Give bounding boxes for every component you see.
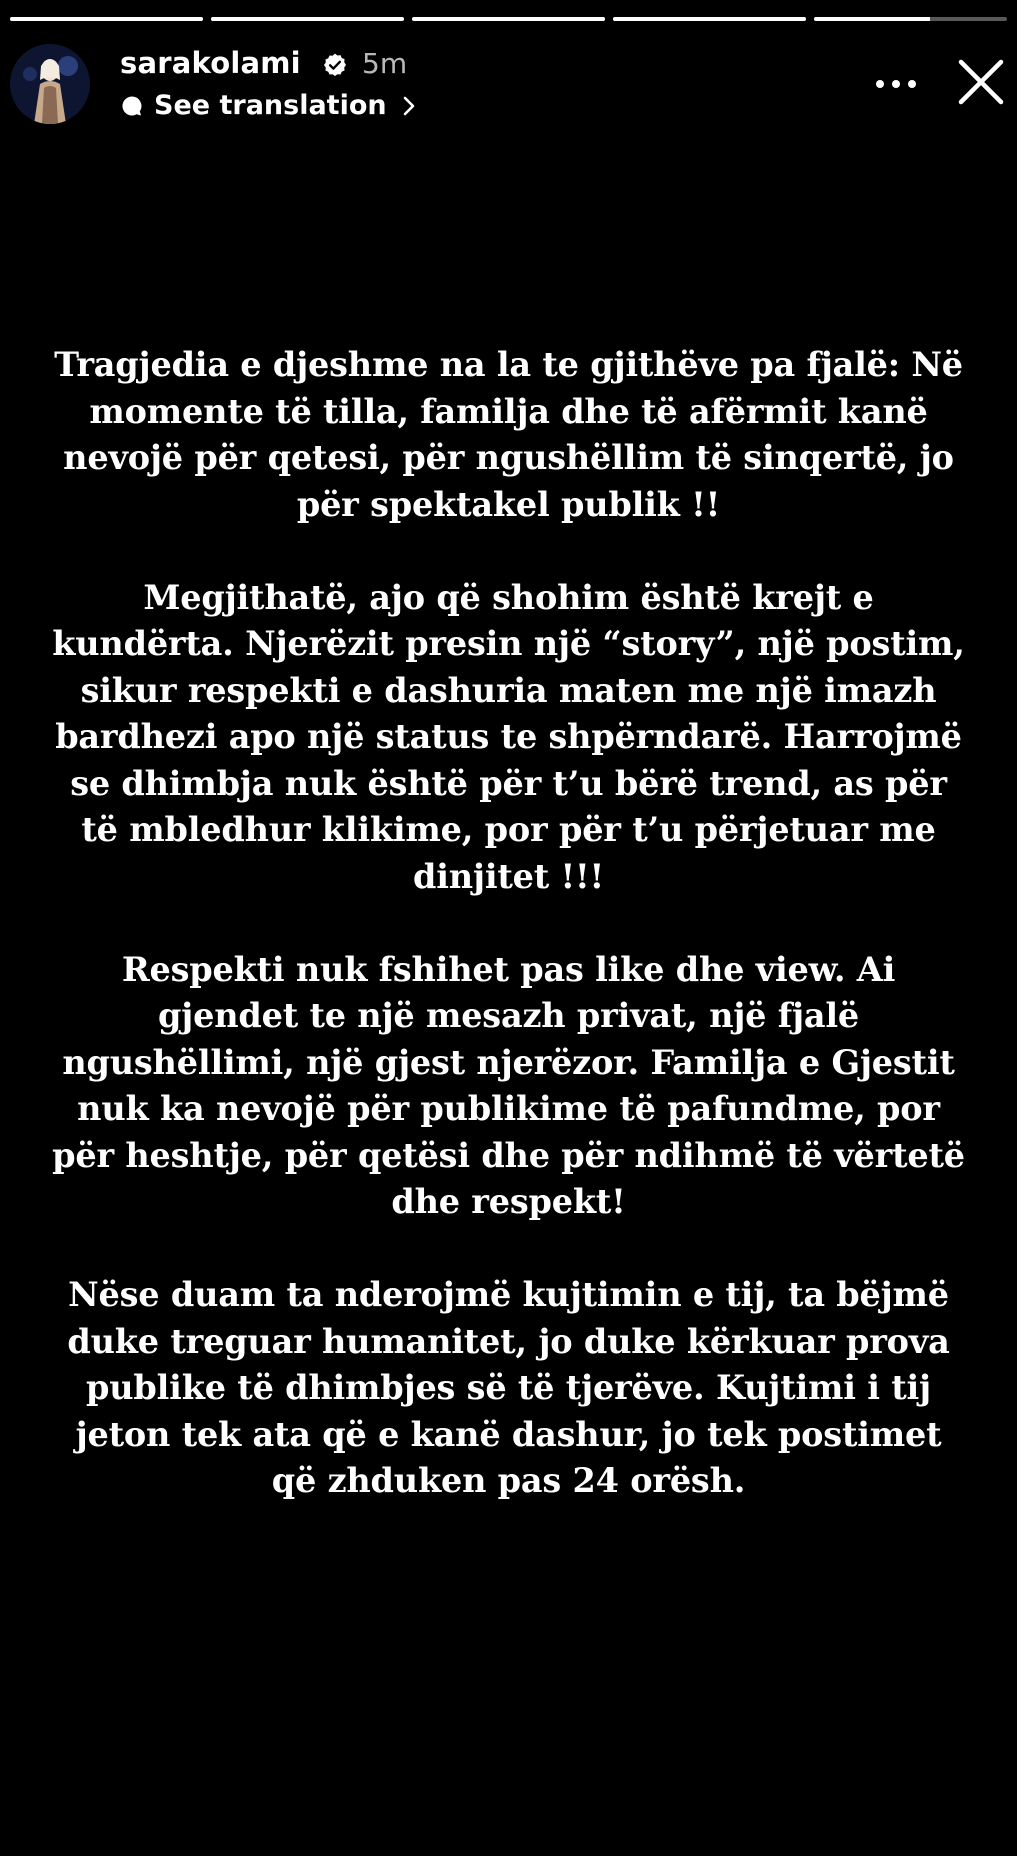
story-progress-segment: [211, 17, 404, 21]
story-progress-fill: [10, 17, 203, 21]
username[interactable]: sarakolami: [120, 46, 301, 80]
story-paragraph: Megjithatë, ajo që shohim është krejt e kundërta. Njerëzit presin një “story”, një postim, sikur respekti e dashuria maten me një imazh bardhezi apo një status te shpërndarë. Harrojmë se dhimbja nuk është për t’u bërë trend, as për të mbledhur klikime, por për t’u përjetuar me dinjitet !!!: [52, 577, 965, 896]
verified-badge-icon: [322, 52, 348, 78]
story-progress-segment: [613, 17, 806, 21]
story-header: [10, 44, 1007, 128]
story-paragraph: Nëse duam ta nderojmë kujtimin e tij, ta bëjmë duke treguar humanitet, jo duke kërkuar prova publike të dhimbjes së të tjerëve. Kujtimi i tij jeton tek ata që e kanë dashur, jo tek postimet që zhduken pas 24 orësh.: [67, 1275, 950, 1500]
story-progress-fill: [613, 17, 806, 21]
story-progress-fill: [211, 17, 404, 21]
story-progress-fill: [412, 17, 605, 21]
see-translation-button[interactable]: [120, 90, 417, 121]
story-progress-segment: [814, 17, 1007, 21]
see-translation-label: See translation: [154, 90, 387, 121]
story-progress-segment: [412, 17, 605, 21]
story-progress-segment: [10, 17, 203, 21]
close-icon[interactable]: [955, 56, 1007, 108]
translate-bubble-icon: [120, 94, 144, 118]
chevron-right-icon: [401, 95, 417, 117]
story-paragraph: Respekti nuk fshihet pas like dhe view. Ai gjendet te një mesazh privat, një fjalë ngushëllimi, një gjest njerëzor. Familja e Gjestit nuk ka nevojë për publikime të pafundme, por për heshtje, për qetësi dhe për ndihmë të vërtetë dhe respekt!: [52, 949, 965, 1221]
story-text-block: [50, 342, 967, 1505]
avatar[interactable]: [10, 44, 90, 124]
more-dots-icon[interactable]: [871, 64, 921, 104]
story-paragraph: Tragjedia e djeshme na la te gjithëve pa fjalë: Në momente të tilla, familja dhe të afërmit kanë nevojë për qetesi, për ngushëllim të sinqertë, jo për spektakel publik !!: [54, 345, 963, 524]
story-progress-fill: [814, 17, 930, 21]
post-time: 5m: [362, 47, 408, 80]
story-progress-bars: [10, 17, 1007, 22]
avatar-image: [10, 44, 90, 124]
